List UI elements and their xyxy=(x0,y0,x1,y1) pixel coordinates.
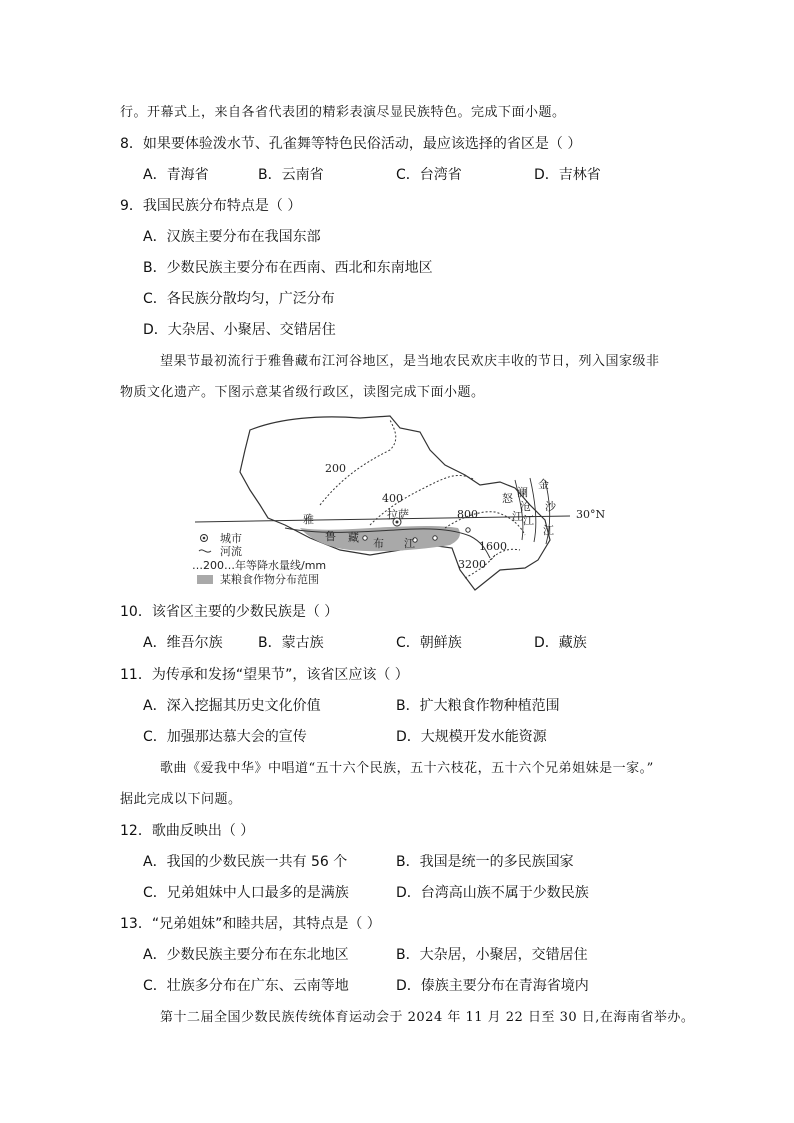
q10-option-c[interactable]: C．朝鲜族 xyxy=(396,635,462,651)
legend-isoline: …200…年等降水量线/mm xyxy=(192,559,327,572)
river-char-4: 布 xyxy=(373,537,384,550)
question-9-stem: 9．我国民族分布特点是（ ） xyxy=(120,198,302,214)
intro-4: 第十二届全国少数民族传统体育运动会于 2024 年 11 月 22 日至 30 日,在海南省举办。 xyxy=(160,1010,695,1025)
q9-option-c[interactable]: C．各民族分散均匀，广泛分布 xyxy=(143,291,335,307)
q8-option-c[interactable]: C．台湾省 xyxy=(396,167,462,183)
q11-option-d[interactable]: D．大规模开发水能资源 xyxy=(396,729,547,745)
q10-option-d[interactable]: D．藏族 xyxy=(534,635,587,651)
q11-option-c[interactable]: C．加强那达慕大会的宣传 xyxy=(143,729,307,745)
q8-option-d[interactable]: D．吉林省 xyxy=(534,167,601,183)
river-char-2: 鲁 xyxy=(325,530,336,543)
isoline-label-200: 200 xyxy=(325,462,346,475)
q13-option-c[interactable]: C．壮族多分布在广东、云南等地 xyxy=(143,978,349,994)
isoline-label-400: 400 xyxy=(382,492,403,505)
question-13-stem: 13．“兄弟姐妹”和睦共居，其特点是（ ） xyxy=(120,916,381,932)
q13-option-d[interactable]: D．傣族主要分布在青海省境内 xyxy=(396,978,589,994)
question-12-stem: 12．歌曲反映出（ ） xyxy=(120,823,255,839)
city-label-lhasa: 拉萨 xyxy=(387,508,409,521)
nu-river-char-1: 怒 xyxy=(502,492,513,505)
q9-option-b[interactable]: B．少数民族主要分布在西南、西北和东南地区 xyxy=(143,260,433,276)
legend-city: 城市 xyxy=(220,532,242,545)
intro-3-line-1: 歌曲《爱我中华》中唱道“五十六个民族，五十六枝花，五十六个兄弟姐妹是一家。” xyxy=(160,761,654,776)
q12-option-d[interactable]: D．台湾高山族不属于少数民族 xyxy=(396,885,589,901)
province-map xyxy=(190,410,610,595)
isoline-label-800: 800 xyxy=(457,508,478,521)
lancang-char-1: 澜 xyxy=(517,486,528,499)
question-8-stem: 8．如果要体验泼水节、孔雀舞等特色民俗活动，最应该选择的省区是（ ） xyxy=(120,136,582,152)
intro-line-1: 行。开幕式上，来自各省代表团的精彩表演尽显民族特色。完成下面小题。 xyxy=(120,105,566,120)
isoline-label-1600: 1600 xyxy=(479,540,507,553)
q11-option-b[interactable]: B．扩大粮食作物种植范围 xyxy=(396,698,560,714)
city-dot-1 xyxy=(363,536,367,540)
map-legend xyxy=(192,532,326,586)
river-char-5: 江 xyxy=(404,537,415,550)
intro-2-line-1: 望果节最初流行于雅鲁藏布江河谷地区，是当地农民欢庆丰收的节日，列入国家级非 xyxy=(160,354,660,369)
river-char-1: 雅 xyxy=(303,513,314,526)
city-dot-4 xyxy=(466,528,470,532)
q8-option-b[interactable]: B．云南省 xyxy=(258,167,324,183)
q9-option-a[interactable]: A．汉族主要分布在我国东部 xyxy=(143,229,321,245)
q8-option-a[interactable]: A．青海省 xyxy=(143,167,209,183)
river-char-3: 藏 xyxy=(348,531,359,544)
q10-option-b[interactable]: B．蒙古族 xyxy=(258,635,324,651)
jinsha-char-1: 金 xyxy=(538,478,549,491)
q12-option-c[interactable]: C．兄弟姐妹中人口最多的是满族 xyxy=(143,885,349,901)
q13-option-b[interactable]: B．大杂居，小聚居，交错居住 xyxy=(396,947,588,963)
jinsha-char-2: 沙 xyxy=(545,500,556,513)
intro-2-line-2: 物质文化遗产。下图示意某省级行政区，读图完成下面小题。 xyxy=(120,385,485,400)
city-dot-3 xyxy=(433,536,437,540)
q12-option-b[interactable]: B．我国是统一的多民族国家 xyxy=(396,854,574,870)
isoline-label-3200: 3200 xyxy=(458,558,486,571)
q13-option-a[interactable]: A．少数民族主要分布在东北地区 xyxy=(143,947,349,963)
intro-3-line-2: 据此完成以下问题。 xyxy=(120,792,242,807)
question-11-stem: 11．为传承和发扬“望果节”，该省区应该（ ） xyxy=(120,667,409,683)
lancang-char-3: 江 xyxy=(523,514,534,527)
legend-crop: 某粮食作物分布范围 xyxy=(220,573,319,586)
q12-option-a[interactable]: A．我国的少数民族一共有 56 个 xyxy=(143,854,348,870)
lancang-char-2: 沧 xyxy=(520,500,531,513)
q10-option-a[interactable]: A．维吾尔族 xyxy=(143,635,223,651)
latitude-label: 30°N xyxy=(576,508,606,521)
legend-river: 河流 xyxy=(220,545,242,558)
q11-option-a[interactable]: A．深入挖掘其历史文化价值 xyxy=(143,698,321,714)
jinsha-char-3: 江 xyxy=(543,524,554,537)
q9-option-d[interactable]: D．大杂居、小聚居、交错居住 xyxy=(143,322,336,338)
question-10-stem: 10．该省区主要的少数民族是（ ） xyxy=(120,604,339,620)
nu-river-char-2: 江 xyxy=(512,510,523,523)
